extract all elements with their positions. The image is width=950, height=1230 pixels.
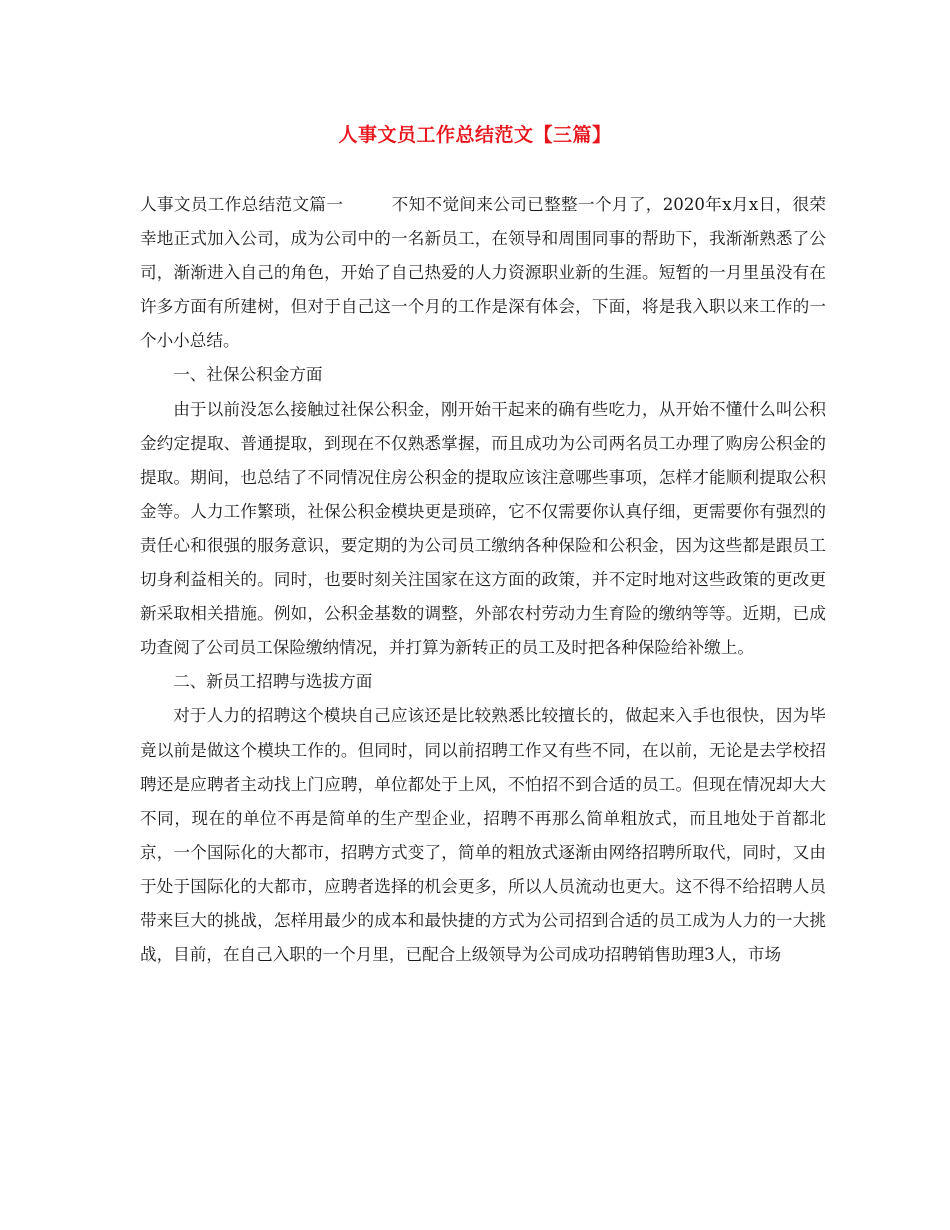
section1-paragraph: 由于以前没怎么接触过社保公积金，刚开始干起来的确有些吃力，从开始不懂什么叫公积金约定提取、普通提取，到现在不仅熟悉掌握，而且成功为公司两名员工办理了购房公积金的提取。期间，也总结了不同情况住房公积金的提取应该注意哪些事项，怎样才能顺利提取公积金等。人力工作繁琐，社保公积金模块更是琐碎，它不仅需要你认真仔细，更需要你有强烈的责任心和很强的服务意识，要定期的为公司员工缴纳各种保险和公积金，因为这些都是跟员工切身利益相关的。同时，也要时刻关注国家在这方面的政策，并不定时地对这些政策的更改更新采取相关措施。例如，公积金基数的调整，外部农村劳动力生育险的缴纳等等。近期，已成功查阅了公司员工保险缴纳情况，并打算为新转正的员工及时把各种保险给补缴上。 (140, 399, 826, 658)
intro-text: 不知不觉间来公司已整整一个月了，2020年x月x日，很荣幸地正式加入公司，成为公司中的一名新员工，在领导和周围同事的帮助下，我渐渐熟悉了公司，渐渐进入自己的角色，开始了自己热爱的人力资源职业新的生涯。短暂的一月里虽没有在许多方面有所建树，但对于自己这一个月的工作是深有体会，下面，将是我入职以来工作的一个小小总结。 (140, 195, 826, 351)
section2-paragraph: 对于人力的招聘这个模块自己应该还是比较熟悉比较擅长的，做起来入手也很快，因为毕竟以前是做这个模块工作的。但同时，同以前招聘工作又有些不同，在以前，无论是去学校招聘还是应聘者主动找上门应聘，单位都处于上风，不怕招不到合适的员工。但现在情况却大大不同，现在的单位不再是简单的生产型企业，招聘不再那么简单粗放式，而且地处于首都北京，一个国际化的大都市，招聘方式变了，简单的粗放式逐渐由网络招聘所取代，同时，又由于处于国际化的大都市，应聘者选择的机会更多，所以人员流动也更大。这不得不给招聘人员带来巨大的挑战，怎样用最少的成本和最快捷的方式为公司招到合适的员工成为人力的一大挑战，目前，在自己入职的一个月里，已配合上级领导为公司成功招聘销售助理3人，市场 (140, 706, 826, 965)
document-title: 人事文员工作总结范文【三篇】 (338, 124, 612, 146)
section2-heading: 二、新员工招聘与选拔方面 (173, 672, 373, 692)
intro-paragraph (140, 188, 826, 358)
intro-heading: 人事文员工作总结范文篇一 (140, 195, 344, 214)
section1-heading: 一、社保公积金方面 (173, 365, 323, 385)
document-body (140, 188, 826, 972)
